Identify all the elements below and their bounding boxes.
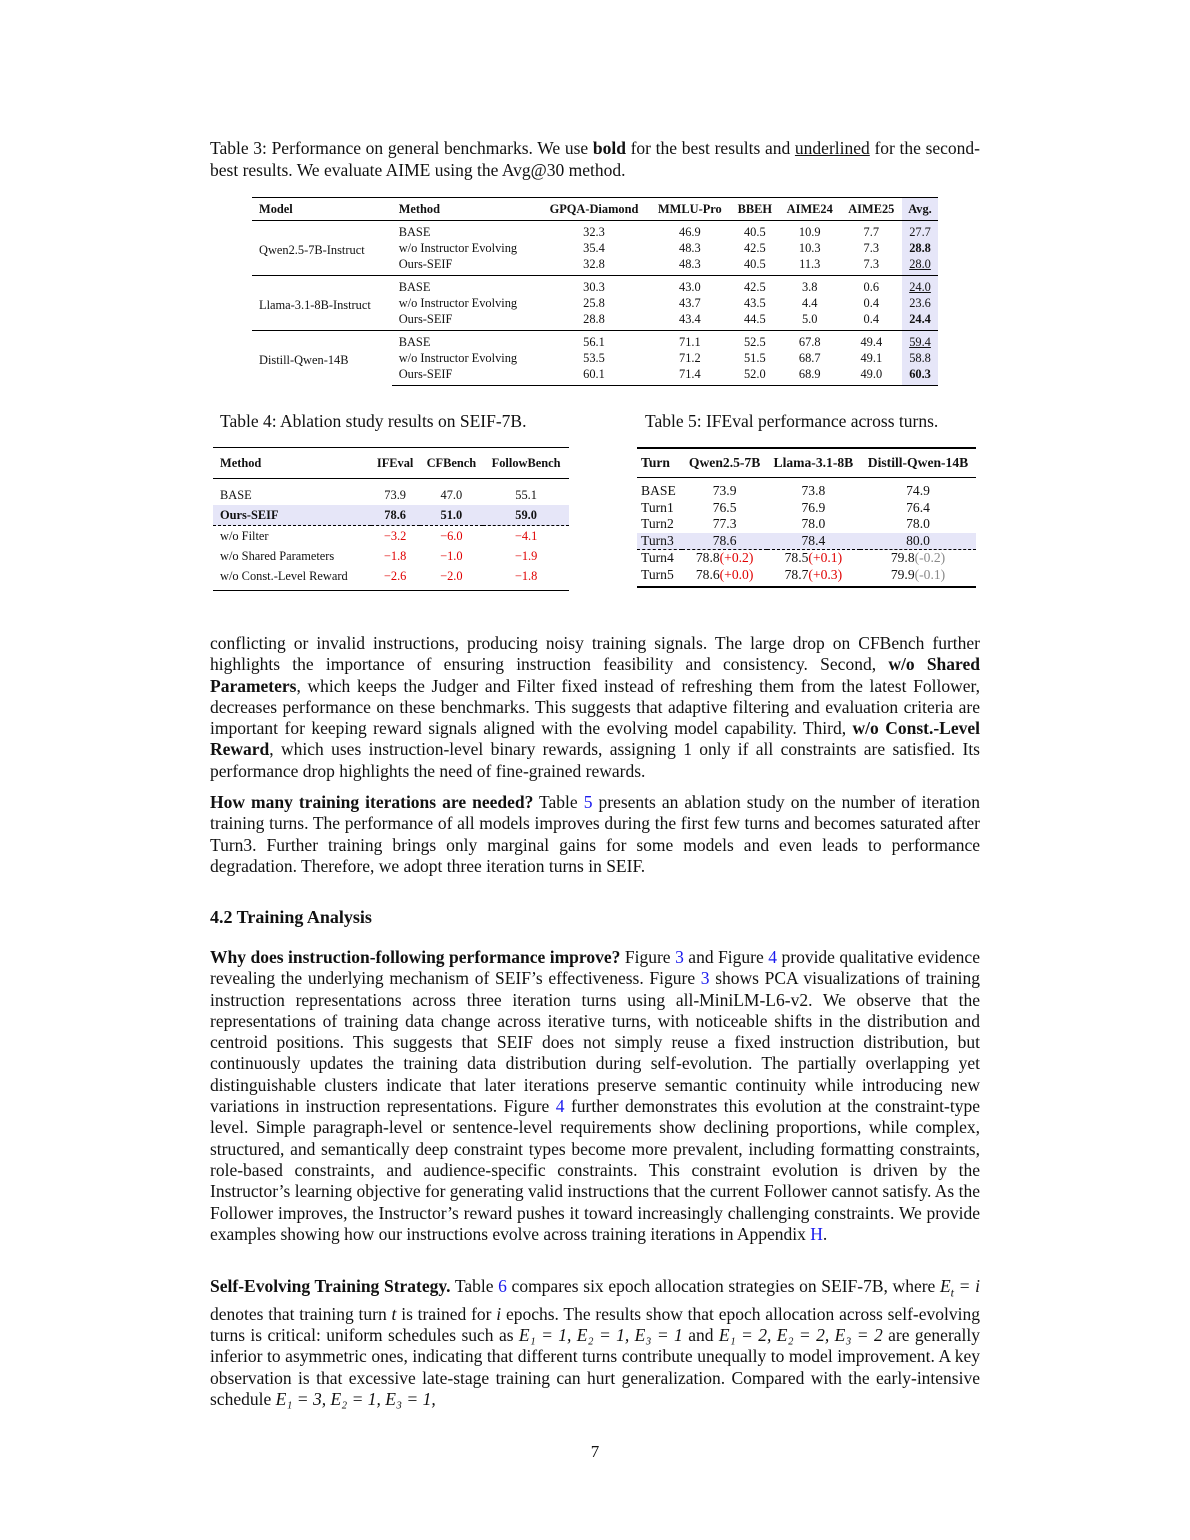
table4-method-cell: BASE: [220, 487, 252, 502]
table-row: [637, 500, 976, 517]
table3-value-cell: 7.3: [863, 241, 880, 255]
table3: [252, 197, 938, 386]
table3-value-cell: 42.5: [743, 241, 766, 255]
table4-header-cell: IFEval: [371, 448, 420, 479]
figure3-link[interactable]: 3: [675, 947, 684, 967]
table5-value-cell: [767, 516, 860, 533]
figure3-link[interactable]: 3: [700, 968, 710, 989]
table3-avg-cell: [902, 240, 938, 256]
table3-value-cell: 40.5: [743, 257, 766, 271]
table3-header-cell: Avg.: [902, 198, 938, 221]
table3-header-row: [252, 198, 938, 221]
table3-value-cell: 43.0: [649, 276, 731, 296]
table3-avg-cell: [902, 256, 938, 276]
table3-value-cell: 32.8: [583, 257, 605, 271]
table3-value-cell: 53.5: [583, 351, 605, 365]
table5-value: 78.6: [712, 532, 737, 548]
table5-value: 73.8: [801, 483, 826, 498]
table3-value-cell: 67.8: [779, 331, 841, 351]
table5-value-cell: [682, 500, 766, 517]
table5-value-cell: [860, 550, 976, 567]
table5-value: 78.4: [801, 532, 826, 548]
table3-header-cell: BBEH: [731, 198, 779, 221]
table4-method-cell: w/o Filter: [220, 528, 269, 543]
table3-value-cell: 68.9: [779, 366, 841, 386]
table5-value: 78.7: [784, 566, 809, 582]
table3-value-cell: 49.0: [841, 366, 903, 386]
table3-method-cell: Ours-SEIF: [392, 366, 539, 386]
table5-header-cell: Distill-Qwen-14B: [860, 448, 976, 478]
paragraph-why-improve: Why does instruction-following performance improve? Figure 3 and Figure 4 provide qualitative evidence revealing the underlying mechanism of SEIF’s effectiveness. Figure 3 shows PCA visualizations of training instruction representations across three iteration turns using all-MiniLM-L6-v2. We observe that the representations of training data change across iterative turns, with noticeable shifts in the distribution and centroid positions. This suggests that SEIF does not simply reuse a fixed instruction distribution, but continuously updates the training data distribution during self-evolution. The partially overlapping yet distinguishable clusters indicate that later iterations preserve semantic continuity while introducing new variations in instruction representations. Figure 4 further demonstrates this evolution at the constraint-type level. Simple paragraph-level or sentence-level requirements show declining proportions, while complex, structured, and semantically deep constraint types become more prevalent, including formatting constraints, role-based constraints, and audience-specific constraints. This constraint evolution is driven by the Instructor’s learning objective for generating valid instructions that the current Follower cannot satisfy. As the Follower improves, the Instructor’s reward pushes it toward increasingly challenging constraints. We provide examples showing how our instructions evolve across training iterations in Appendix H.: [210, 947, 980, 1244]
table-row: [252, 276, 938, 296]
table4-value-cell: −1.9: [514, 548, 538, 563]
table5-value-cell: [682, 533, 766, 550]
table5-header-cell: Qwen2.5-7B: [682, 448, 766, 478]
table5-value-cell: [682, 550, 766, 567]
table5-value: 78.0: [801, 516, 826, 531]
table3-value-cell: 43.5: [743, 296, 766, 310]
table3-value-cell: 11.3: [799, 257, 821, 271]
table5-value: 74.9: [906, 483, 930, 498]
table3-value-cell: 3.8: [779, 276, 841, 296]
table-row: [213, 505, 569, 526]
table5-caption: Table 5: IFEval performance across turns.: [645, 411, 939, 431]
table3-avg-value: 23.6: [909, 296, 931, 310]
table4-value-cell: −2.6: [371, 566, 420, 591]
table-row: [213, 526, 569, 547]
table5-value-cell: [767, 478, 860, 500]
table5-value-cell: [767, 500, 860, 517]
table3-value-cell: 48.3: [679, 241, 701, 255]
table4-value-cell: −1.8: [483, 566, 569, 591]
table5-value-cell: [860, 533, 976, 550]
table3-value-cell: 60.1: [539, 366, 649, 386]
table3-value-cell: 0.4: [863, 312, 880, 326]
table3-avg-cell: [902, 221, 938, 241]
figure4-link[interactable]: 4: [555, 1096, 565, 1117]
table3-avg-cell: [902, 331, 938, 351]
table4-header-cell: Method: [213, 448, 371, 479]
table5-link[interactable]: 5: [583, 792, 593, 812]
table3-avg-cell: [902, 350, 938, 366]
table3-value-cell: 44.5: [743, 312, 766, 326]
table3-value-cell: 68.7: [798, 351, 821, 365]
table3-avg-value: 24.4: [909, 312, 931, 326]
table3-method-cell: w/o Instructor Evolving: [398, 351, 518, 365]
table5-value: 73.9: [712, 483, 737, 498]
table3-avg-value: 28.8: [909, 241, 931, 255]
table4-value-cell: 51.0: [420, 505, 484, 526]
paragraph-ablation-discussion: conflicting or invalid instructions, producing noisy training signals. The large drop on CFBench further highlights the importance of ensuring instruction feasibility and consistency. Second, w/o Shared Parameters, which keeps the Judger and Filter fixed instead of refreshing them from the latest Follower, decreases performance on these benchmarks. This suggests that adaptive filtering and evaluation criteria are important for keeping reward signals aligned with the evolving model capability. Third, w/o Const.-Level Reward, which uses instruction-level binary rewards, assigning 1 only if all constraints are satisfied. Its performance drop highlights the need of fine-grained rewards.: [210, 633, 981, 781]
table6-link[interactable]: 6: [498, 1276, 507, 1296]
table3-value-cell: 49.4: [841, 331, 903, 351]
table5-turn-cell: Turn2: [641, 516, 674, 531]
table3-value-cell: 52.0: [731, 366, 779, 386]
table3-value-cell: 71.2: [679, 351, 701, 365]
page-number: 7: [590, 1442, 600, 1461]
table5-delta: (+0.2): [719, 550, 754, 565]
table3-avg-value: 59.4: [909, 335, 931, 349]
table3-value-cell: 42.5: [731, 276, 779, 296]
table3-value-cell: 0.4: [863, 296, 880, 310]
table4-value-cell: 78.6: [371, 505, 420, 526]
table5-delta: (-0.2): [914, 550, 946, 565]
table4-value-cell: −2.0: [420, 566, 484, 591]
table-row: [637, 567, 976, 588]
table5-value: 79.8: [890, 550, 915, 565]
table3-value-cell: 28.8: [583, 312, 605, 326]
table5-value-cell: [682, 516, 766, 533]
table3-avg-value: 28.0: [909, 257, 931, 271]
table4-value-cell: 55.1: [515, 487, 537, 502]
table3-value-cell: 7.3: [863, 257, 880, 271]
table3-value-cell: 71.4: [649, 366, 731, 386]
table3-method-cell: w/o Instructor Evolving: [398, 241, 518, 255]
table5-value: 76.9: [801, 499, 826, 515]
table4: [213, 447, 569, 591]
table-row: [637, 550, 976, 567]
table4-value-cell: −1.8: [383, 548, 407, 563]
table4-header-row: [213, 448, 569, 479]
table4-value-cell: −3.2: [383, 528, 407, 543]
table3-value-cell: 32.3: [583, 225, 605, 239]
table3-value-cell: 71.1: [649, 331, 731, 351]
table3-avg-value: 58.8: [909, 351, 931, 365]
table5-value-cell: [682, 478, 766, 500]
table3-value-cell: 35.4: [583, 241, 605, 255]
table4-caption: Table 4: Ablation study results on SEIF-7B.: [220, 411, 527, 431]
table5-value-cell: [860, 567, 976, 588]
table3-value-cell: 5.0: [801, 312, 818, 326]
table3-model-cell: Llama-3.1-8B-Instruct: [252, 276, 392, 331]
table-row: [213, 479, 569, 506]
table5-value-cell: [860, 500, 976, 517]
table5-value-cell: [682, 567, 766, 588]
table3-avg-value: 60.3: [909, 367, 931, 381]
table3-avg-cell: [902, 311, 938, 331]
table3-method-cell: w/o Instructor Evolving: [398, 296, 518, 310]
table4-header-cell: CFBench: [420, 448, 484, 479]
table3-avg-cell: [902, 295, 938, 311]
table5-value: 78.8: [695, 550, 720, 565]
table5-value: 77.3: [712, 516, 737, 531]
table5-value: 76.4: [906, 499, 930, 515]
table3-value-cell: 56.1: [539, 331, 649, 351]
table3-value-cell: 25.8: [583, 296, 605, 310]
table3-value-cell: 43.4: [679, 312, 701, 326]
table3-caption: Table 3: Performance on general benchmarks. We use bold for the best results and underlined for the second-best results. We evaluate AIME using the Avg@30 method.: [210, 138, 980, 180]
table5-header-row: [637, 448, 976, 478]
table-row: [252, 221, 938, 241]
table4-header-cell: FollowBench: [483, 448, 569, 479]
table3-header-cell: Model: [252, 198, 392, 221]
table3-value-cell: 48.3: [679, 257, 701, 271]
table3-avg-value: 24.0: [909, 280, 931, 294]
table3-avg-value: 27.7: [909, 225, 931, 239]
table5-value-cell: [860, 478, 976, 500]
table5-delta: (+0.0): [719, 566, 754, 582]
table5: [637, 447, 976, 588]
table5-value-cell: [767, 567, 860, 588]
table5-turn-cell: Turn3: [637, 533, 682, 550]
table3-header-cell: AIME25: [841, 198, 903, 221]
table3-value-cell: 30.3: [539, 276, 649, 296]
table3-header-cell: Method: [392, 198, 539, 221]
table4-method-cell: w/o Shared Parameters: [220, 548, 335, 563]
table-row: [252, 331, 938, 351]
table3-header-cell: AIME24: [779, 198, 841, 221]
table3-value-cell: 51.5: [743, 351, 766, 365]
table3-header-cell: MMLU-Pro: [649, 198, 731, 221]
table-row: [637, 533, 976, 550]
table3-header-cell: GPQA-Diamond: [539, 198, 649, 221]
table4-value-cell: 73.9: [384, 487, 406, 502]
table5-delta: (+0.3): [808, 566, 843, 582]
table-row: [213, 566, 569, 591]
table3-avg-cell: [902, 276, 938, 296]
figure4-link[interactable]: 4: [768, 947, 777, 967]
table3-value-cell: 46.9: [679, 225, 701, 239]
paragraph-iterations: How many training iterations are needed? Table 5 presents an ablation study on the number of iteration training turns. The performance of all models improves during the first few turns and becomes saturated after Turn3. Further training brings only marginal gains for some models and even leads to performance degradation. Therefore, we adopt three iteration turns in SEIF.: [210, 792, 980, 876]
table5-turn-cell: Turn5: [637, 567, 682, 588]
table5-value-cell: [767, 533, 860, 550]
table3-value-cell: 0.6: [841, 276, 903, 296]
table5-value: 79.9: [890, 566, 915, 582]
table4-value-cell: 47.0: [440, 487, 463, 502]
table3-value-cell: 10.9: [798, 225, 821, 239]
table3-method-cell: BASE: [398, 225, 431, 239]
table5-value: 78.6: [695, 566, 720, 582]
table5-header-cell: Llama-3.1-8B: [767, 448, 860, 478]
table4-method-cell: Ours-SEIF: [213, 505, 371, 526]
table3-model-cell: Distill-Qwen-14B: [252, 331, 392, 386]
table4-value-cell: −4.1: [514, 528, 538, 543]
table5-value-cell: [860, 516, 976, 533]
table5-value-cell: [767, 550, 860, 567]
table3-avg-cell: [902, 366, 938, 386]
table3-value-cell: 49.1: [860, 351, 883, 365]
table3-method-cell: Ours-SEIF: [398, 257, 453, 271]
table4-value-cell: −6.0: [440, 528, 463, 543]
table4-value-cell: 59.0: [483, 505, 569, 526]
table4-method-cell: w/o Const.-Level Reward: [213, 566, 371, 591]
table5-value: 80.0: [906, 532, 930, 548]
table5-turn-cell: Turn1: [641, 499, 674, 515]
table5-value: 76.5: [712, 499, 737, 515]
table5-value: 78.5: [784, 550, 809, 565]
section-heading: 4.2 Training Analysis: [210, 907, 372, 927]
table5-turn-cell: Turn4: [641, 550, 674, 565]
table3-method-cell: Ours-SEIF: [398, 312, 453, 326]
paragraph-training-strategy: Self-Evolving Training Strategy. Table 6 compares six epoch allocation strategies on SEIF-7B, where $E_t = i$ denotes that training turn t is trained for i epochs. The results show that epoch allocation across self-evolving turns is critical: uniform schedules such as E₁ = 1, E₂ = 1, E₃ = 1 and E₁ = 2, E₂ = 2, E₃ = 2 are generally inferior to asymmetric ones, indicating that different turns contribute unequally to model improvement. A key observation is that excessive late-stage training can hurt generalization. Compared with the early-intensive schedule E₁ = 3, E₂ = 1, E₃ = 1,: [210, 1276, 981, 1409]
table3-value-cell: 43.7: [679, 296, 701, 310]
table5-turn-cell: BASE: [641, 483, 676, 498]
table5-header-cell: Turn: [637, 448, 682, 478]
table3-method-cell: BASE: [392, 276, 539, 296]
table3-value-cell: 4.4: [801, 296, 818, 310]
table3-value-cell: 40.5: [743, 225, 766, 239]
table3-value-cell: 7.7: [863, 225, 880, 239]
table5-delta: (-0.1): [914, 566, 946, 582]
table5-value: 78.0: [906, 516, 930, 531]
table3-value-cell: 10.3: [798, 241, 821, 255]
table-row: [637, 478, 976, 500]
table4-value-cell: −1.0: [440, 548, 463, 563]
table3-value-cell: 52.5: [731, 331, 779, 351]
table3-method-cell: BASE: [392, 331, 539, 351]
appendix-h-link[interactable]: H: [810, 1223, 823, 1244]
table5-delta: (+0.1): [808, 550, 843, 565]
table-row: [213, 546, 569, 566]
table3-model-cell: Qwen2.5-7B-Instruct: [259, 242, 365, 257]
table-row: [637, 516, 976, 533]
